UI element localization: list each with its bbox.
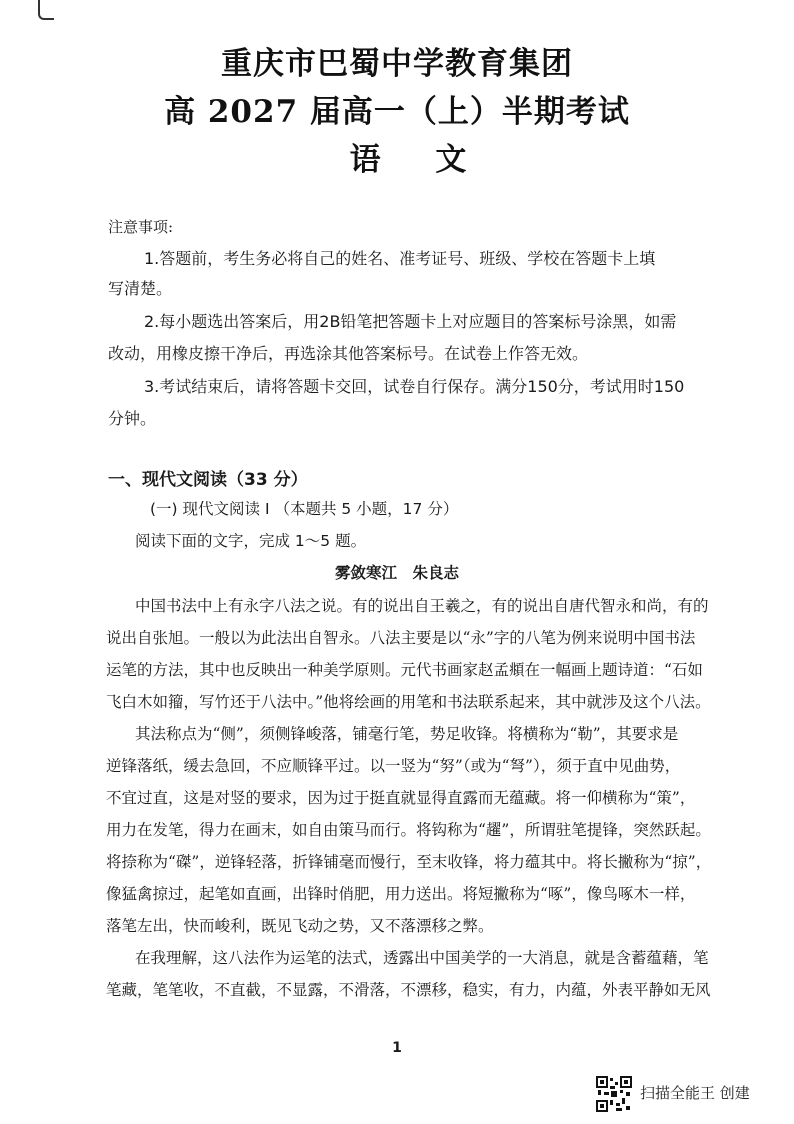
qr-code-icon: [596, 1076, 632, 1112]
article-line: 落笔左出，快而峻利，既见飞动之势，又不落漂移之弊。: [106, 917, 494, 935]
article-line: 用力在发笔，得力在画末，如自由策马而行。将钩称为“趯”，所谓驻笔提锋，突然跃起。: [106, 821, 711, 839]
article-line: 飞白木如籀，写竹还于八法中。”他将绘画的用笔和书法联系起来，其中就涉及这个八法。: [106, 693, 711, 711]
article-line: 说出自张旭。一般以为此法出自智永。八法主要是以“永”字的八笔为例来说明中国书法: [106, 629, 696, 647]
binding-mark: [38, 0, 54, 20]
notice-line: 2.每小题选出答案后，用2B铅笔把答题卡上对应题目的答案标号涂黑，如需: [144, 312, 677, 331]
article-title: 雾敛寒江 朱良志: [334, 564, 459, 582]
school-title: 重庆市巴蜀中学教育集团: [221, 46, 573, 82]
page-number: 1: [392, 1040, 402, 1056]
notice-line: 分钟。: [108, 409, 157, 428]
article-line: 笔藏，笔笔收，不直截，不显露，不滑落，不漂移，稳实，有力，内蕴，外表平静如无风: [106, 981, 711, 999]
notice-line: 改动，用橡皮擦干净后，再选涂其他答案标号。在试卷上作答无效。: [108, 344, 589, 363]
notice-heading: 注意事项:: [108, 218, 174, 236]
article-line: 像猛禽掠过，起笔如直画，出锋时俏肥，用力送出。将短撇称为“啄”，像鸟啄木一样，: [106, 885, 696, 903]
article-line: 中国书法中上有永字八法之说。有的说出自王羲之，有的说出自唐代智永和尚，有的: [135, 597, 709, 615]
article-line: 其法称点为“侧”，须侧锋峻落，铺毫行笔，势足收锋。将横称为“勒”，其要求是: [135, 725, 679, 743]
section-title: 一、现代文阅读（33 分）: [108, 470, 308, 490]
reading-instruction: 阅读下面的文字，完成 1～5 题。: [135, 532, 367, 550]
subsection-title: (一) 现代文阅读 I （本题共 5 小题，17 分）: [150, 500, 459, 518]
article-line: 不宜过直，这是对竖的要求，因为过于挺直就显得直露而无蕴藏。将一仰横称为“策”，: [106, 789, 696, 807]
notice-line: 3.考试结束后，请将答题卡交回，试卷自行保存。满分150分，考试用时150: [144, 377, 685, 396]
article-line: 将捺称为“磔”，逆锋轻落，折锋铺毫而慢行，至末收锋，将力蕴其中。将长撇称为“掠”，: [106, 853, 712, 871]
notice-line: 1.答题前，考生务必将自己的姓名、准考证号、班级、学校在答题卡上填: [144, 249, 656, 268]
article-line: 逆锋落纸，缓去急回，不应顺锋平过。以一竖为“努”（或为“弩”），须于直中见曲势，: [106, 757, 681, 775]
notice-line: 写清楚。: [108, 279, 173, 298]
scanner-watermark: 扫描全能王 创建: [640, 1084, 750, 1102]
exam-title: 高 2027 届高一（上）半期考试: [164, 94, 630, 130]
article-line: 运笔的方法，其中也反映出一种美学原则。元代书画家赵孟頫在一幅画上题诗道：“石如: [106, 661, 703, 679]
article-line: 在我理解，这八法作为运笔的法式，透露出中国美学的一大消息，就是含蓄蕴藉，笔: [135, 949, 709, 967]
subject-title: 语 文: [349, 142, 489, 178]
